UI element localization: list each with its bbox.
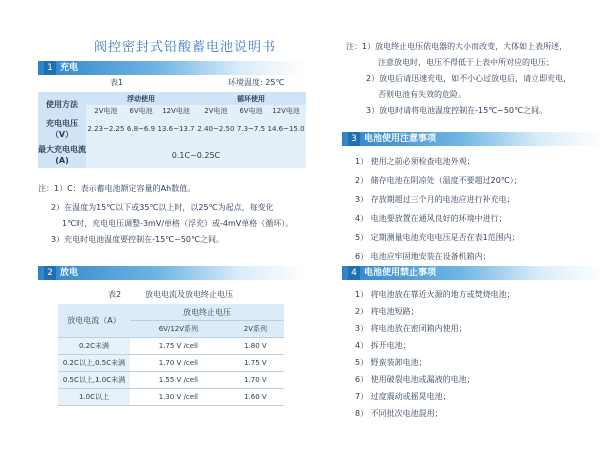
list-item: 6） 使用破裂电池或漏液的电池； bbox=[355, 375, 475, 384]
table-cell: 1.55 V /cell bbox=[130, 372, 227, 389]
note-line: 2）放电后请迅速充电，如不小心过放电后，请立即充电， bbox=[366, 74, 572, 83]
list-item: 1） 将电池放在靠近火源的地方或焚烧电池； bbox=[355, 290, 515, 299]
table1-caption: 表1 bbox=[110, 78, 124, 87]
list-item: 6） 电池应牢固地安装在设备机箱内； bbox=[355, 252, 491, 261]
list-item: 5） 野蛮装卸电池； bbox=[355, 358, 427, 367]
header-2v: 2V系列 bbox=[227, 321, 284, 338]
table-cell: 0.2C未满 bbox=[58, 338, 130, 355]
table-cell: 1.80 V bbox=[227, 338, 284, 355]
sub-header: 2V电池 bbox=[196, 105, 236, 116]
list-item: 3） 将电池放在密闭箱内使用； bbox=[355, 324, 467, 333]
section-label: 电池使用注意事项 bbox=[364, 134, 437, 144]
table-cell: 1.75 V /cell bbox=[130, 338, 227, 355]
row-charge-voltage-label: 充电电压（V） bbox=[38, 116, 86, 142]
table-row bbox=[58, 338, 284, 355]
table-cell: 1.70 V /cell bbox=[130, 355, 227, 372]
table-row bbox=[58, 372, 284, 389]
section-discharge-header bbox=[38, 266, 306, 280]
table-cell: 1.60 V bbox=[227, 389, 284, 406]
section-number: 2 bbox=[44, 266, 56, 280]
list-item: 4） 拆开电池； bbox=[355, 341, 411, 350]
list-item: 2） 将电池短路； bbox=[355, 307, 419, 316]
section-label: 充电 bbox=[60, 63, 79, 73]
section-label: 放电 bbox=[60, 268, 79, 278]
row-max-current-label: 最大充电电流(A) bbox=[38, 142, 86, 168]
section-charge-header bbox=[38, 61, 306, 75]
section-precautions-header bbox=[342, 132, 604, 146]
charge-table bbox=[38, 92, 306, 168]
sub-header: 2V电池 bbox=[86, 105, 126, 116]
table-cell: 0.2C以上,0.5C未满 bbox=[58, 355, 130, 372]
table-cell: 2.23~2.25 bbox=[86, 116, 126, 142]
sub-header: 12V电池 bbox=[266, 105, 306, 116]
document-title: 阀控密封式铅酸蓄电池说明书 bbox=[93, 40, 276, 55]
table-cell: 13.6~13.7 bbox=[156, 116, 196, 142]
table-row bbox=[58, 355, 284, 372]
note-line: 2）在温度为15℃以下或35℃以上时，以25℃为起点，每变化 bbox=[51, 203, 274, 212]
section-label: 电池使用禁止事项 bbox=[364, 268, 437, 278]
table-cell: 2.40~2.50 bbox=[196, 116, 236, 142]
list-item: 2） 储存电池在阴凉处（温度不要超过20℃）； bbox=[355, 176, 522, 185]
note-line: 注：1）放电终止电压依电器的大小而改变，大体如上表所述， bbox=[346, 42, 568, 51]
header-current: 放电电流（A） bbox=[58, 304, 130, 338]
section-number: 1 bbox=[44, 61, 56, 75]
header-6v12v: 6V/12V系列 bbox=[130, 321, 227, 338]
table-cell: 1.30 V /cell bbox=[130, 389, 227, 406]
section-number: 4 bbox=[348, 266, 360, 280]
note-line: 1℃时，充电电压调整-3mV/单格（浮充）或-4mV单格（循环）。 bbox=[62, 219, 294, 228]
table-cell: 0.5C以上,1.0C未满 bbox=[58, 372, 130, 389]
list-item: 1） 使用之前必须检查电池外观； bbox=[355, 157, 475, 166]
note-line: 注：1）C：表示蓄电池额定容量的Ah数值。 bbox=[38, 184, 196, 193]
header-method: 使用方法 bbox=[38, 92, 86, 116]
table-cell: 14.6~15.0 bbox=[266, 116, 306, 142]
note-line: 3）放电时请将电池温度控制在-15℃~50℃之间。 bbox=[366, 106, 548, 115]
header-end-voltage: 放电终止电压 bbox=[130, 304, 284, 321]
table-cell: 6.8~6.9 bbox=[126, 116, 156, 142]
list-item: 8） 不同批次电池混用； bbox=[355, 409, 443, 418]
note-line: 注意放电时，电压不得低于上表中所对应的电压； bbox=[378, 58, 554, 67]
header-cycle: 循环使用 bbox=[196, 92, 306, 105]
table-row bbox=[58, 389, 284, 406]
table-cell: 1.0C以上 bbox=[58, 389, 130, 406]
discharge-table bbox=[58, 304, 284, 406]
list-item: 3） 存放期超过三个月的电池应进行补充电； bbox=[355, 195, 515, 204]
table-cell: 1.70 V bbox=[227, 372, 284, 389]
list-item: 7） 过度震动或摇晃电池； bbox=[355, 392, 451, 401]
table1-env-temp: 环境温度: 25℃ bbox=[228, 78, 285, 87]
table-cell: 7.3~7.5 bbox=[236, 116, 266, 142]
list-item: 4） 电池要放置在通风良好的环境中进行； bbox=[355, 214, 507, 223]
list-item: 5） 定期测量电池充电电压是否在表1范围内； bbox=[355, 233, 520, 242]
sub-header: 6V电池 bbox=[126, 105, 156, 116]
table-cell: 1.75 V bbox=[227, 355, 284, 372]
sub-header: 12V电池 bbox=[156, 105, 196, 116]
table-cell: 0.1C~0.25C bbox=[86, 142, 306, 168]
note-line: 3）充电时电池温度要控制在-15℃~50℃之间。 bbox=[51, 235, 225, 244]
sub-header: 6V电池 bbox=[236, 105, 266, 116]
table2-caption: 表2 bbox=[108, 290, 122, 299]
note-line: 否则电池有失效的危险。 bbox=[378, 90, 466, 99]
table2-title: 放电电流及放电终止电压 bbox=[145, 290, 233, 299]
section-number: 3 bbox=[348, 132, 360, 146]
section-prohibitions-header bbox=[342, 266, 604, 280]
header-float: 浮动使用 bbox=[86, 92, 196, 105]
